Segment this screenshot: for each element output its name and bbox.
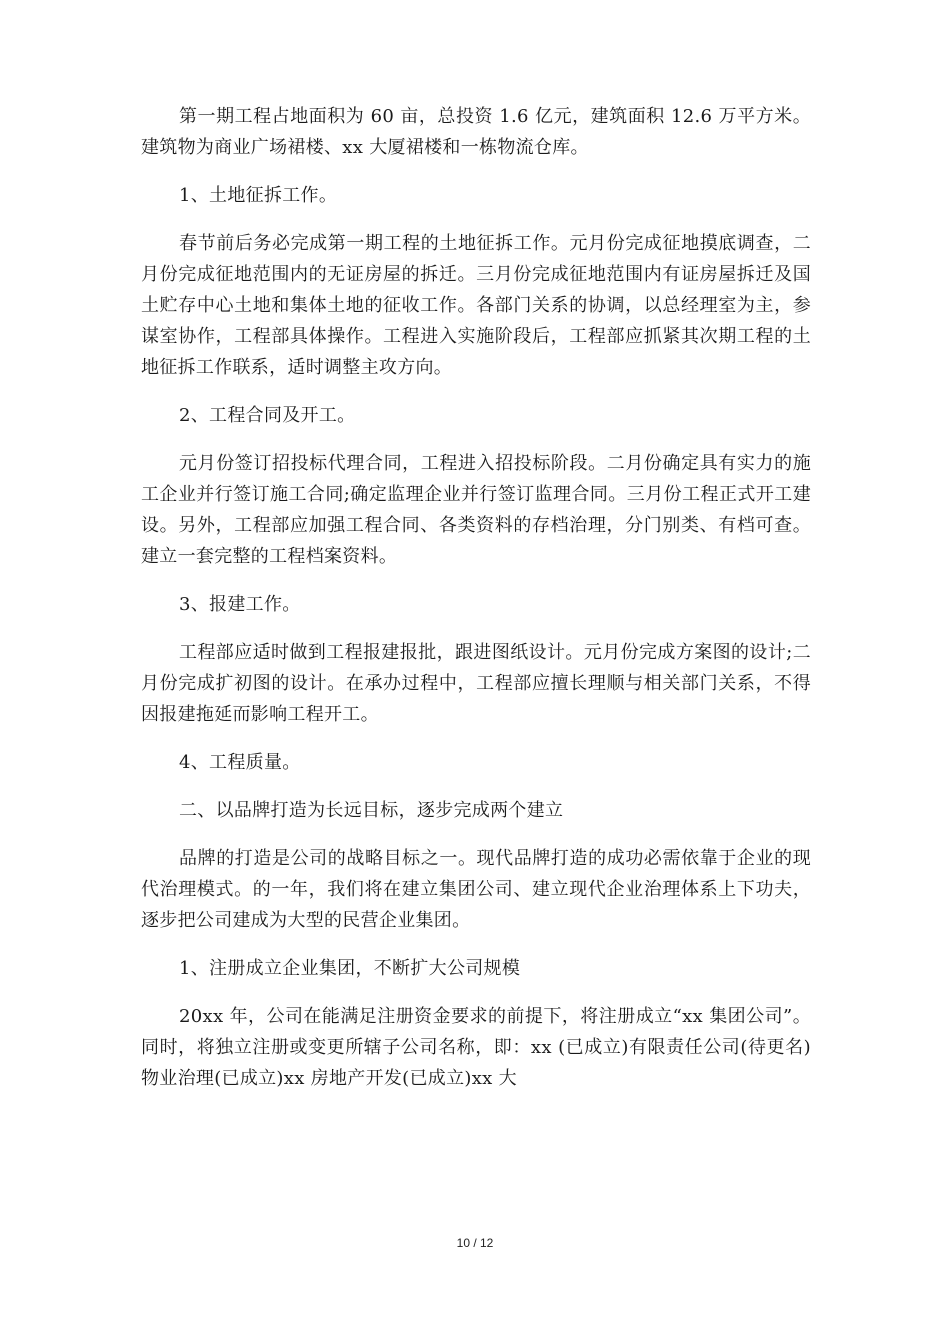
heading-contract-and-start: 2、工程合同及开工。 bbox=[179, 405, 356, 426]
paragraph-register-group: 20xx 年，公司在能满足注册资金要求的前提下，将注册成立“xx 集团公司”。同时，将独立注册或变更所辖子公司名称，即：xx (已成立)有限责任公司(待更名)物业治理(已成立)xx 房地产开发(已成立)xx 大 bbox=[141, 1006, 811, 1089]
paragraph-brand-building: 品牌的打造是公司的战略目标之一。现代品牌打造的成功必需依靠于企业的现代治理模式。的一年，我们将在建立集团公司、建立现代企业治理体系上下功夫，逐步把公司建成为大型的民营企业集团。 bbox=[141, 848, 811, 931]
paragraph-contract-and-start: 元月份签订招投标代理合同，工程进入招投标阶段。二月份确定具有实力的施工企业并行签订施工合同;确定监理企业并行签订监理合同。三月份工程正式开工建设。另外，工程部应加强工程合同、各类资料的存档治理，分门别类、有档可查。建立一套完整的工程档案资料。 bbox=[141, 453, 811, 567]
heading-brand-building: 二、以品牌打造为长远目标，逐步完成两个建立 bbox=[179, 800, 564, 821]
heading-land-acquisition: 1、土地征拆工作。 bbox=[179, 185, 338, 206]
paragraph-permit-work: 工程部应适时做到工程报建报批，跟进图纸设计。元月份完成方案图的设计;二月份完成扩初图的设计。在承办过程中，工程部应擅长理顺与相关部门关系，不得因报建拖延而影响工程开工。 bbox=[141, 642, 811, 725]
heading-project-quality: 4、工程质量。 bbox=[179, 752, 301, 773]
document-body bbox=[141, 101, 811, 1111]
paragraph-land-acquisition: 春节前后务必完成第一期工程的土地征拆工作。元月份完成征地摸底调查，二月份完成征地范围内的无证房屋的拆迁。三月份完成征地范围内有证房屋拆迁及国土贮存中心土地和集体土地的征收工作。各部门关系的协调，以总经理室为主，参谋室协作，工程部具体操作。工程进入实施阶段后，工程部应抓紧其次期工程的土地征拆工作联系，适时调整主攻方向。 bbox=[141, 233, 811, 378]
heading-register-group: 1、注册成立企业集团，不断扩大公司规模 bbox=[179, 958, 521, 979]
paragraph-project-overview: 第一期工程占地面积为 60 亩，总投资 1.6 亿元，建筑面积 12.6 万平方米。建筑物为商业广场裙楼、xx 大厦裙楼和一栋物流仓库。 bbox=[141, 106, 811, 158]
heading-permit-work: 3、报建工作。 bbox=[179, 594, 301, 615]
page-number: 10 / 12 bbox=[456, 1236, 494, 1250]
